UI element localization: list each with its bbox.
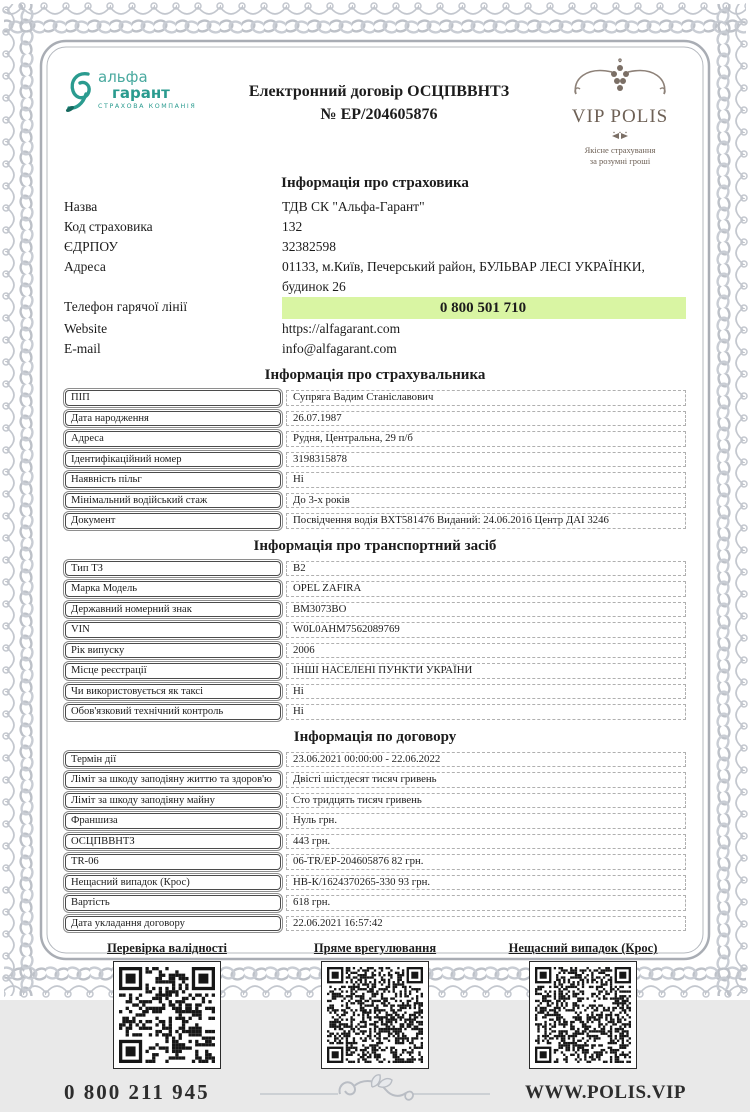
insurer-website-value: https://alfagarant.com <box>282 321 401 336</box>
table-row <box>64 389 686 407</box>
table-row <box>64 792 686 810</box>
vehicle-section-title: Інформація про транспортний засіб <box>253 537 497 554</box>
insured-idnumber-value: 3198315878 <box>286 452 686 468</box>
qr-validity-frame <box>113 961 221 1069</box>
insured-pip-value: Супряга Вадим Станіславович <box>286 390 686 406</box>
qr-settlement-column <box>272 941 478 1069</box>
insured-address-label: Адреса <box>65 431 281 447</box>
footer-flourish-icon <box>249 1073 501 1112</box>
qr-validity-code-icon <box>119 967 215 1063</box>
table-row <box>64 621 686 639</box>
insured-benefits-value: Ні <box>286 472 686 488</box>
insurer-email-label: E-mail <box>64 341 101 356</box>
insurer-address-value: 01133, м.Київ, Печерський район, БУЛЬВАР ЛЕСІ УКРАЇНКИ, будинок 26 <box>282 259 645 294</box>
table-row <box>64 853 686 871</box>
document-header <box>64 56 686 167</box>
vehicle-taxi-label: Чи використовується як таксі <box>65 684 281 700</box>
insured-birthdate-value: 26.07.1987 <box>286 411 686 427</box>
table-row <box>64 492 686 510</box>
vehicle-model-value: OPEL ZAFIRA <box>286 581 686 597</box>
footer-website: WWW.POLIS.VIP <box>525 1081 686 1103</box>
qr-accident-code-icon <box>535 967 631 1063</box>
insurer-code-label: Код страховика <box>64 219 153 234</box>
footer-phone: 0 800 211 945 <box>64 1080 210 1104</box>
contract-cost-value: 618 грн. <box>286 895 686 911</box>
insurer-name-label: Назва <box>64 199 98 214</box>
insurer-edrpou-value: 32382598 <box>282 239 336 254</box>
insurer-row-edrpou <box>64 237 686 257</box>
contract-franchise-value: Нуль грн. <box>286 813 686 829</box>
contract-accident-value: НВ-К/1624370265-330 93 грн. <box>286 875 686 891</box>
document-title-line2: № ЕР/204605876 <box>320 106 438 123</box>
table-row <box>64 751 686 769</box>
table-row <box>64 915 686 933</box>
insurer-code-value: 132 <box>282 219 303 234</box>
table-row <box>64 580 686 598</box>
table-row <box>64 812 686 830</box>
table-row <box>64 683 686 701</box>
insured-idnumber-label: Ідентифікаційний номер <box>65 452 281 468</box>
vip-polis-logo <box>554 56 686 167</box>
vehicle-taxi-value: Ні <box>286 684 686 700</box>
insurer-row-website <box>64 319 686 339</box>
contract-oscpv-value: 443 грн. <box>286 834 686 850</box>
contract-term-label: Термін дії <box>65 752 281 768</box>
vip-polis-divider-icon <box>600 132 640 140</box>
table-row <box>64 894 686 912</box>
insured-birthdate-label: Дата народження <box>65 411 281 427</box>
contract-tr06-value: 06-TR/EP-204605876 82 грн. <box>286 854 686 870</box>
insurer-address-label: Адреса <box>64 259 106 274</box>
contract-tr06-label: TR-06 <box>65 854 281 870</box>
vip-polis-tagline2: за розумні гроші <box>589 156 651 166</box>
vehicle-vin-label: VIN <box>65 622 281 638</box>
vehicle-inspection-value: Ні <box>286 704 686 720</box>
insured-pip-label: ПІП <box>65 390 281 406</box>
document-content <box>64 56 686 1112</box>
insured-document-value: Посвідчення водія ВХТ581476 Виданий: 24.06.2016 Центр ДАІ 3246 <box>286 513 686 529</box>
insurer-website-label: Website <box>64 321 108 336</box>
vip-polis-tagline1: Якісне страхування <box>584 145 656 155</box>
contract-cost-label: Вартість <box>65 895 281 911</box>
table-row <box>64 833 686 851</box>
insurer-section-title: Інформація про страховика <box>281 175 469 191</box>
qr-section <box>64 941 686 1069</box>
qr-accident-frame <box>529 961 637 1069</box>
insurer-row-email <box>64 339 686 359</box>
contract-property-limit-label: Ліміт за шкоду заподіяну майну <box>65 793 281 809</box>
table-row <box>64 451 686 469</box>
table-row <box>64 560 686 578</box>
alfa-logo-line2: гарант <box>112 84 170 102</box>
document-footer <box>64 1073 686 1112</box>
vip-polis-ornament-icon <box>568 58 672 102</box>
qr-settlement-frame <box>321 961 429 1069</box>
insurer-row-code <box>64 217 686 237</box>
table-row <box>64 410 686 428</box>
insurer-row-hotline <box>64 297 686 319</box>
insurer-row-name <box>64 197 686 217</box>
alfa-logo-line1: альфа <box>98 68 148 86</box>
qr-validity-column <box>64 941 270 1069</box>
qr-validity-label: Перевірка валідності <box>107 941 227 955</box>
insured-benefits-label: Наявність пільг <box>65 472 281 488</box>
contract-term-value: 23.06.2021 00:00:00 - 22.06.2022 <box>286 752 686 768</box>
insurer-edrpou-label: ЄДРПОУ <box>64 239 118 254</box>
vehicle-year-label: Рік випуску <box>65 643 281 659</box>
insured-experience-label: Мінімальний водійський стаж <box>65 493 281 509</box>
table-row <box>64 601 686 619</box>
vehicle-plate-value: ВМ3073ВО <box>286 602 686 618</box>
qr-accident-column <box>480 941 686 1069</box>
contract-property-limit-value: Сто тридцять тисяч гривень <box>286 793 686 809</box>
insured-document-label: Документ <box>65 513 281 529</box>
contract-life-limit-label: Ліміт за шкоду заподіяну життю та здоров'ю <box>65 772 281 788</box>
vehicle-model-label: Марка Модель <box>65 581 281 597</box>
insurer-email-value: info@alfagarant.com <box>282 341 397 356</box>
alfa-logo-line3: СТРАХОВА КОМПАНІЯ <box>98 103 197 110</box>
table-row <box>64 512 686 530</box>
table-row <box>64 874 686 892</box>
vehicle-regplace-value: ІНШІ НАСЕЛЕНІ ПУНКТИ УКРАЇНИ <box>286 663 686 679</box>
alfa-garant-logo-text <box>98 70 196 114</box>
insurer-hotline-label: Телефон гарячої лінії <box>64 299 188 314</box>
qr-settlement-code-icon <box>327 967 423 1063</box>
vehicle-inspection-label: Обов'язковий технічний контроль <box>65 704 281 720</box>
contract-oscpv-label: ОСЦПВВНТЗ <box>65 834 281 850</box>
table-row <box>64 430 686 448</box>
qr-accident-label: Нещасний випадок (Крос) <box>508 941 658 955</box>
table-row <box>64 703 686 721</box>
alfa-garant-logo <box>64 56 204 114</box>
vip-polis-name: VIP POLIS <box>571 106 669 127</box>
contract-life-limit-value: Двісті шістдесят тисяч гривень <box>286 772 686 788</box>
vehicle-type-label: Тип ТЗ <box>65 561 281 577</box>
table-row <box>64 662 686 680</box>
contract-franchise-label: Франшиза <box>65 813 281 829</box>
vehicle-year-value: 2006 <box>286 643 686 659</box>
insurer-row-address <box>64 257 686 297</box>
insurer-name-value: ТДВ СК "Альфа-Гарант" <box>282 199 425 214</box>
insured-experience-value: До 3-х років <box>286 493 686 509</box>
document-title-line1: Електронний договір ОСЦПВВНТЗ <box>248 83 510 100</box>
vehicle-plate-label: Державний номерний знак <box>65 602 281 618</box>
contract-section-title: Інформація по договору <box>293 728 457 745</box>
qr-settlement-label: Пряме врегулювання <box>313 941 437 955</box>
contract-date-value: 22.06.2021 16:57:42 <box>286 916 686 932</box>
insurer-hotline-value: 0 800 501 710 <box>282 297 686 319</box>
vehicle-type-value: B2 <box>286 561 686 577</box>
table-row <box>64 471 686 489</box>
table-row <box>64 642 686 660</box>
insured-address-value: Рудня, Центральна, 29 п/б <box>286 431 686 447</box>
insured-section-title: Інформація про страхувальника <box>264 367 486 383</box>
table-row <box>64 771 686 789</box>
document-title <box>204 56 554 126</box>
alfa-garant-glyph-icon <box>64 70 94 114</box>
contract-date-label: Дата укладання договору <box>65 916 281 932</box>
contract-accident-label: Нещасний випадок (Крос) <box>65 875 281 891</box>
vehicle-regplace-label: Місце реєстрації <box>65 663 281 679</box>
vehicle-vin-value: W0L0AHM7562089769 <box>286 622 686 638</box>
